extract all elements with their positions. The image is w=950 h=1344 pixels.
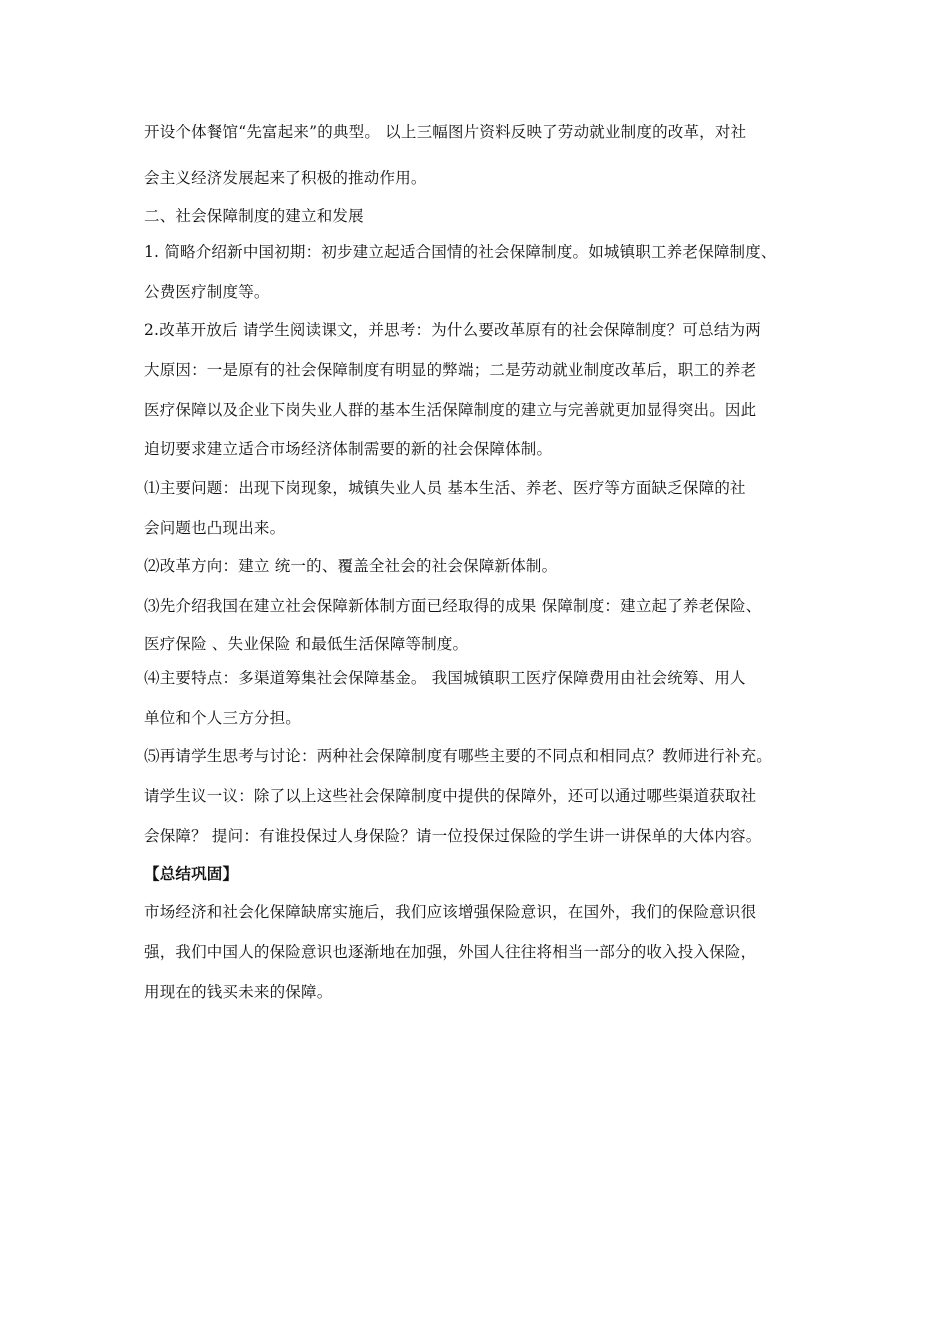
paragraph-line: 请学生议一议：除了以上这些社会保障制度中提供的保障外，还可以通过哪些渠道获取社 <box>144 787 757 805</box>
paragraph-line: 会主义经济发展起来了积极的推动作用。 <box>144 169 427 187</box>
paragraph-line: 会问题也凸现出来。 <box>144 519 286 537</box>
paragraph-line: 1. 简略介绍新中国初期：初步建立起适合国情的社会保障制度。如城镇职工养老保障制度、 <box>144 243 777 261</box>
paragraph-line: ⑶先介绍我国在建立社会保障新体制方面已经取得的成果 保障制度：建立起了养老保险、 <box>144 597 762 615</box>
paragraph-line: 开设个体餐馆“先富起来”的典型。 以上三幅图片资料反映了劳动就业制度的改革，对社 <box>144 123 747 141</box>
paragraph-line: 大原因：一是原有的社会保障制度有明显的弊端；二是劳动就业制度改革后，职工的养老 <box>144 361 757 379</box>
paragraph-line: 迫切要求建立适合市场经济体制需要的新的社会保障体制。 <box>144 440 553 458</box>
paragraph-line: 单位和个人三方分担。 <box>144 709 302 727</box>
paragraph-line: 公费医疗制度等。 <box>144 283 270 301</box>
paragraph-line: 会保障？ 提问：有谁投保过人身保险？请一位投保过保险的学生讲一讲保单的大体内容。 <box>144 827 762 845</box>
paragraph-line: 2.改革开放后 请学生阅读课文，并思考：为什么要改革原有的社会保障制度？可总结为两 <box>144 321 761 339</box>
paragraph-line: ⑸再请学生思考与讨论：两种社会保障制度有哪些主要的不同点和相同点？教师进行补充。 <box>144 747 773 765</box>
paragraph-line: ⑴主要问题：出现下岗现象，城镇失业人员 基本生活、养老、医疗等方面缺乏保障的社 <box>144 479 746 497</box>
paragraph-line: 强，我们中国人的保险意识也逐渐地在加强，外国人往往将相当一部分的收入投入保险， <box>144 943 757 961</box>
section-heading: 二、社会保障制度的建立和发展 <box>144 207 364 225</box>
paragraph-line: ⑷主要特点：多渠道筹集社会保障基金。 我国城镇职工医疗保障费用由社会统筹、用人 <box>144 669 746 687</box>
paragraph-line: 市场经济和社会化保障缺席实施后，我们应该增强保险意识，在国外，我们的保险意识很 <box>144 903 757 921</box>
paragraph-line: 医疗保障以及企业下岗失业人群的基本生活保障制度的建立与完善就更加显得突出。因此 <box>144 401 757 419</box>
paragraph-line: ⑵改革方向：建立 统一的、覆盖全社会的社会保障新体制。 <box>144 557 558 575</box>
paragraph-line: 医疗保险 、失业保险 和最低生活保障等制度。 <box>144 635 469 653</box>
summary-heading: 【总结巩固】 <box>144 865 239 883</box>
paragraph-line: 用现在的钱买未来的保障。 <box>144 983 333 1001</box>
